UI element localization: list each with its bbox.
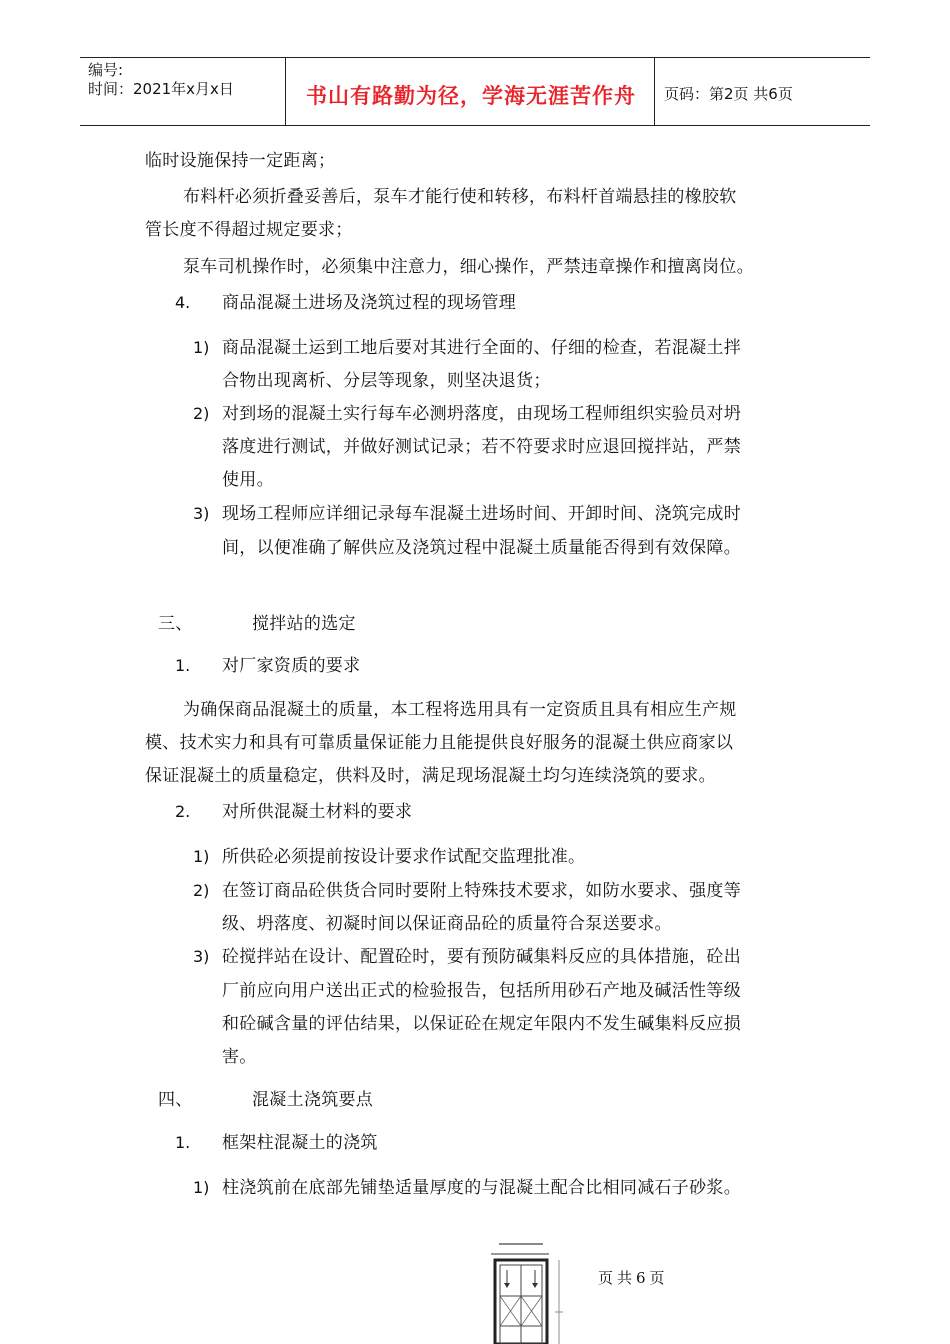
column-formwork-diagram: [485, 1238, 575, 1344]
list-item-number: 3): [193, 947, 210, 966]
list-item-line: 砼搅拌站在设计、配置砼时，要有预防碱集料反应的具体措施，砼出: [222, 947, 741, 967]
document-time-label: 时间：2021年x月x日: [88, 80, 234, 98]
list-item-line: 使用。: [222, 470, 274, 490]
section-number: 1.: [175, 1133, 191, 1152]
paragraph-line: 布料杆必须折叠妥善后，泵车才能行使和转移，布料杆首端悬挂的橡胶软: [183, 187, 737, 207]
list-item-line: 合物出现离析、分层等现象，则坚决退货；: [222, 371, 551, 391]
section-heading: 商品混凝土进场及浇筑过程的现场管理: [222, 293, 517, 313]
diagram-arrow-head: [504, 1283, 510, 1288]
list-item-number: 1): [193, 338, 210, 357]
list-item-line: 间，以便准确了解供应及浇筑过程中混凝土质量能否得到有效保障。: [222, 538, 741, 558]
list-item-number: 1): [193, 847, 210, 866]
section-number: 1.: [175, 656, 191, 675]
section-number: 2.: [175, 802, 191, 821]
list-item-line: 害。: [222, 1047, 257, 1067]
list-item-line: 现场工程师应详细记录每车混凝土进场时间、开卸时间、浇筑完成时: [222, 504, 741, 524]
list-item-line: 对到场的混凝土实行每车必测坍落度，由现场工程师组织实验员对坍: [222, 404, 741, 424]
chapter-heading: 搅拌站的选定: [252, 614, 356, 634]
paragraph-line: 模、技术实力和具有可靠质量保证能力且能提供良好服务的混凝土供应商家以: [145, 733, 734, 753]
section-heading: 框架柱混凝土的浇筑: [222, 1133, 378, 1153]
chapter-number: 三、: [158, 614, 193, 634]
section-number: 4.: [175, 293, 191, 312]
header-motto: 书山有路勤为径，学海无涯苦作舟: [306, 84, 636, 108]
header-divider-right: [654, 58, 655, 125]
section-heading: 对所供混凝土材料的要求: [222, 802, 413, 822]
page-header: [80, 57, 870, 126]
paragraph-line: 为确保商品混凝土的质量，本工程将选用具有一定资质且具有相应生产规: [183, 700, 737, 720]
list-item-line: 级、坍落度、初凝时间以保证商品砼的质量符合泵送要求。: [222, 914, 672, 934]
footer-page-count: 页共6页: [598, 1269, 669, 1287]
list-item-line: 落度进行测试，并做好测试记录；若不符要求时应退回搅拌站，严禁: [222, 437, 741, 457]
chapter-heading: 混凝土浇筑要点: [252, 1090, 374, 1110]
list-item-line: 柱浇筑前在底部先铺垫适量厚度的与混凝土配合比相同减石子砂浆。: [222, 1178, 741, 1198]
paragraph-line: 泵车司机操作时，必须集中注意力，细心操作，严禁违章操作和擅离岗位。: [183, 257, 754, 277]
paragraph-line: 临时设施保持一定距离；: [145, 151, 336, 171]
chapter-number: 四、: [158, 1090, 193, 1110]
list-item-line: 和砼碱含量的评估结果，以保证砼在规定年限内不发生碱集料反应损: [222, 1014, 741, 1034]
header-meta: [88, 61, 288, 99]
list-item-number: 2): [193, 404, 210, 423]
document-number-label: 编号:: [88, 61, 124, 79]
diagram-arrow-head: [532, 1283, 538, 1288]
list-item-line: 商品混凝土运到工地后要对其进行全面的、仔细的检查，若混凝土拌: [222, 338, 741, 358]
list-item-line: 所供砼必须提前按设计要求作试配交监理批准。: [222, 847, 586, 867]
list-item-number: 3): [193, 504, 210, 523]
section-heading: 对厂家资质的要求: [222, 656, 361, 676]
paragraph-line: 保证混凝土的质量稳定，供料及时，满足现场混凝土均匀连续浇筑的要求。: [145, 766, 716, 786]
list-item-line: 在签订商品砼供货合同时要附上特殊技术要求，如防水要求、强度等: [222, 881, 741, 901]
list-item-line: 厂前应向用户送出正式的检验报告，包括所用砂石产地及碱活性等级: [222, 981, 741, 1001]
header-page-info: 页码：第2页 共6页: [664, 85, 793, 103]
list-item-number: 1): [193, 1178, 210, 1197]
paragraph-line: 管长度不得超过规定要求；: [145, 220, 353, 240]
list-item-number: 2): [193, 881, 210, 900]
